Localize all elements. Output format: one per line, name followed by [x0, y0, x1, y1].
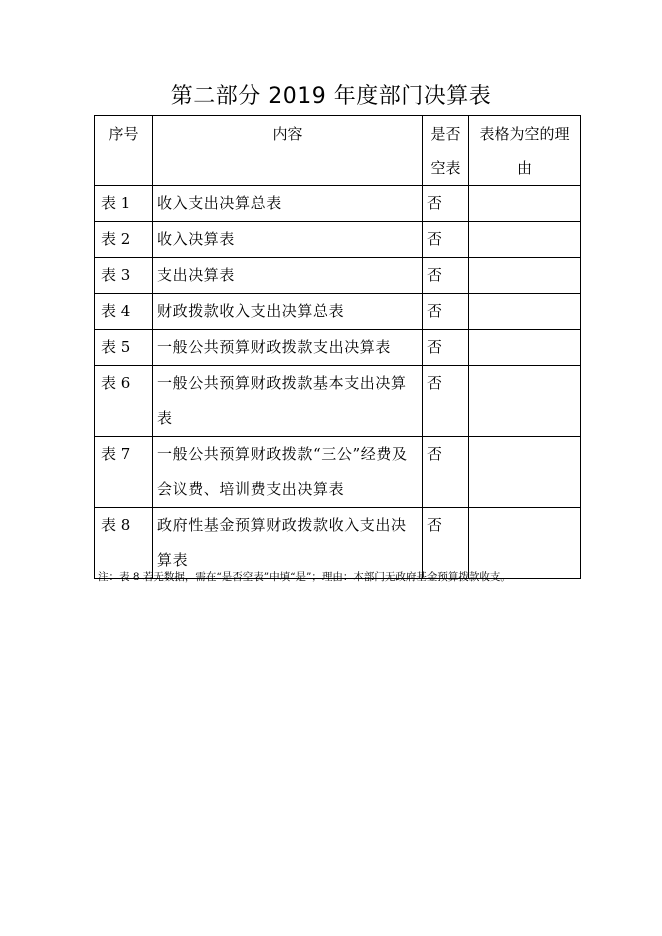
- row-empty: 否: [423, 222, 469, 258]
- row-no: 表 7: [95, 437, 153, 508]
- row-empty: 否: [423, 186, 469, 222]
- row-empty: 否: [423, 258, 469, 294]
- page-title: 第二部分 2019 年度部门决算表: [170, 84, 492, 109]
- row-reason: [469, 258, 581, 294]
- table-row: [95, 294, 581, 330]
- row-reason: [469, 222, 581, 258]
- table-row: [95, 508, 581, 579]
- row-no: 表 2: [95, 222, 153, 258]
- row-content: 政府性基金预算财政拨款收入支出决算表: [153, 508, 423, 579]
- row-no: 表 1: [95, 186, 153, 222]
- table-row: [95, 330, 581, 366]
- table-catalog: [94, 115, 581, 579]
- row-content: 财政拨款收入支出决算总表: [153, 294, 423, 330]
- row-no: 表 4: [95, 294, 153, 330]
- row-content: 一般公共预算财政拨款基本支出决算表: [153, 366, 423, 437]
- row-content: 收入支出决算总表: [153, 186, 423, 222]
- row-empty: 否: [423, 437, 469, 508]
- row-reason: [469, 294, 581, 330]
- row-reason: [469, 330, 581, 366]
- row-empty: 否: [423, 366, 469, 437]
- row-content: 一般公共预算财政拨款支出决算表: [153, 330, 423, 366]
- row-content: 支出决算表: [153, 258, 423, 294]
- table-row: [95, 222, 581, 258]
- table-row: [95, 437, 581, 508]
- row-reason: [469, 366, 581, 437]
- row-no: 表 8: [95, 508, 153, 579]
- footnote: 注：表 8 若无数据，需在“是否空表”中填“是”；理由：本部门无政府基金预算拨款收支。: [98, 571, 511, 583]
- header-no: 序号: [95, 116, 153, 186]
- table-row: [95, 258, 581, 294]
- row-no: 表 3: [95, 258, 153, 294]
- row-empty: 否: [423, 508, 469, 579]
- row-content: 收入决算表: [153, 222, 423, 258]
- row-reason: [469, 186, 581, 222]
- header-content: 内容: [153, 116, 423, 186]
- row-reason: [469, 508, 581, 579]
- row-content: 一般公共预算财政拨款“三公”经费及会议费、培训费支出决算表: [153, 437, 423, 508]
- row-no: 表 5: [95, 330, 153, 366]
- row-no: 表 6: [95, 366, 153, 437]
- table-header-row: [95, 116, 581, 186]
- row-reason: [469, 437, 581, 508]
- row-empty: 否: [423, 294, 469, 330]
- table-row: [95, 186, 581, 222]
- row-empty: 否: [423, 330, 469, 366]
- header-empty: 是否空表: [423, 116, 469, 186]
- table-row: [95, 366, 581, 437]
- header-reason: 表格为空的理由: [469, 116, 581, 186]
